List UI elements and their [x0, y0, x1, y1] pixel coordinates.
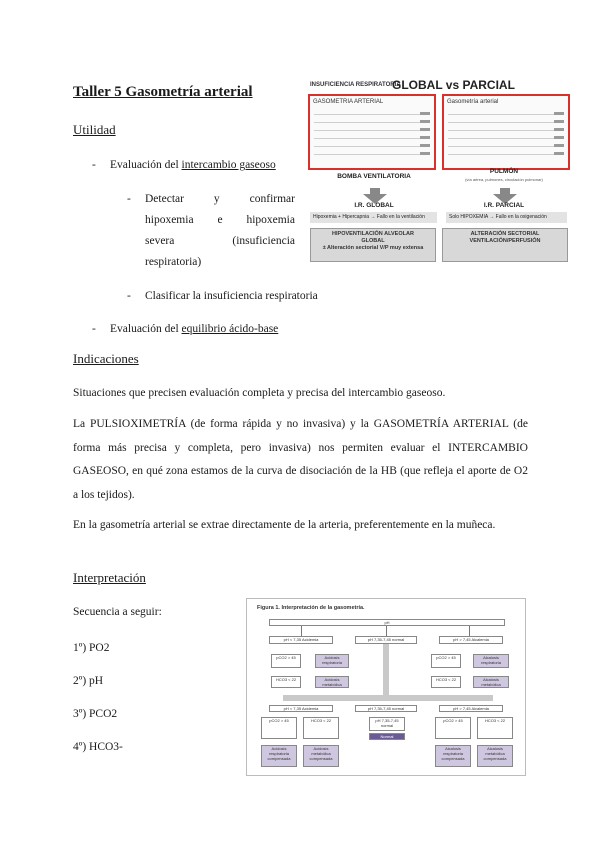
word: Detectar — [145, 193, 184, 205]
flow-pco2-low: pCO2 > 45 — [431, 654, 461, 668]
word: hipoxemia — [246, 214, 295, 226]
interpretacion-intro: Secuencia a seguir: — [73, 606, 162, 618]
flow-mid-sub: pH 7,35-7,45 normal — [355, 705, 417, 712]
bullet-dash: - — [92, 159, 96, 171]
alt-right-line2: VENTILACIÓN/PERFUSIÓN — [469, 238, 541, 244]
panel-value — [554, 144, 564, 147]
link-equilibrio-acido-base: equilibrio ácido-base — [181, 323, 279, 335]
box-alteracion-sectorial — [442, 228, 568, 262]
panel-row — [314, 146, 430, 147]
panel-row — [448, 154, 564, 155]
flow-connector — [469, 626, 470, 636]
subbullet-clasificar: Clasificar la insuficiencia respiratoria — [145, 290, 318, 302]
panel-row — [314, 154, 430, 155]
panel-value — [420, 120, 430, 123]
word: (insuficiencia — [232, 235, 295, 247]
figure-header-big: GLOBAL vs PARCIAL — [392, 78, 515, 92]
step-pco2: 3º) PCO2 — [73, 708, 118, 720]
figure-interpretacion-gasometria — [246, 598, 526, 776]
label-ir-global: I.R. GLOBAL — [354, 202, 394, 209]
word: e — [217, 214, 223, 226]
panel-value — [420, 144, 430, 147]
panel-row — [314, 114, 430, 115]
panel-row — [314, 130, 430, 131]
step-hco3: 4º) HCO3- — [73, 741, 123, 753]
word: hipoxemia — [145, 214, 194, 226]
panel-value — [554, 152, 564, 155]
panel-gasometria-global — [308, 94, 436, 170]
panel-title: Gasometría arterial — [447, 99, 499, 105]
document-title: Taller 5 Gasometría arterial — [73, 84, 253, 100]
word: confirmar — [249, 193, 295, 205]
panel-value — [420, 136, 430, 139]
flow-meta-acidosis: Acidosis metabólica — [315, 676, 349, 688]
flow-resp-alkalosis: Alcalosis respiratoria — [473, 654, 509, 668]
flow-comp-meta-alk: Alcalosis metabólica compensada — [477, 745, 513, 767]
panel-gasometria-parcial — [442, 94, 570, 170]
heading-utilidad: Utilidad — [73, 122, 116, 137]
panel-row — [448, 146, 564, 147]
flowchart-title: Figura 1. Interpretación de la gasometría. — [257, 605, 365, 611]
alt-left-line2: GLOBAL — [361, 238, 385, 244]
alt-right-line1: ALTERACIÓN SECTORIAL — [470, 231, 540, 237]
subbullet-dash-2: - — [127, 290, 131, 302]
panel-value — [554, 112, 564, 115]
flow-connector — [386, 626, 387, 636]
pill-global: Hipoxemia + Hipercapnia → Fallo en la ventilación — [310, 212, 437, 223]
flow-comp-meta-acid: Acidosis metabólica compensada — [303, 745, 339, 767]
subbullet-detectar-line2 — [145, 211, 295, 229]
flow-hco3-high: HCO3 < 22 — [431, 676, 461, 688]
bullet-dash-2: - — [92, 323, 96, 335]
pill-parcial: Solo HIPOXEMIA → Fallo en la oxigenación — [446, 212, 567, 223]
panel-row — [314, 122, 430, 123]
flow-value-box: pCO2 > 45 — [261, 717, 297, 739]
panel-row — [448, 114, 564, 115]
paragraph-indicaciones-2: La PULSIOXIMETRÍA (de forma rápida y no invasiva) y la GASOMETRÍA ARTERIAL (de forma más precisa y completa, pero invasiva) nos permiten evaluar el INTERCAMBIO GASEOSO, en qué zona estamos de la curva de disociación de la HB (que refleja el aporte de O2 a los tejidos). — [73, 418, 528, 501]
step-po2: 1º) PO2 — [73, 642, 110, 654]
panel-value — [554, 120, 564, 123]
flow-normal-ph: pH 7,35-7,45 normal — [355, 636, 417, 644]
word: y — [213, 193, 220, 205]
flow-left-sub: pH < 7,35 Acidemia — [269, 705, 333, 712]
heading-indicaciones: Indicaciones — [73, 351, 139, 366]
flow-meta-alkalosis: Alcalosis metabólica — [473, 676, 509, 688]
figure-header-small: INSUFICIENCIA RESPIRATORIA — [310, 82, 401, 88]
alt-left-line1: HIPOVENTILACIÓN ALVEOLAR — [332, 231, 414, 237]
subbullet-detectar-line4: respiratoria) — [145, 256, 202, 268]
paragraph-indicaciones-3: En la gasometría arterial se extrae directamente de la arteria, preferentemente en la muñeca. — [73, 519, 496, 531]
alt-left-line3: ± Alteración sectorial V/P muy extensa — [322, 245, 424, 251]
flow-value-box: pH 7,35-7,45 normal — [369, 717, 405, 731]
figure-global-vs-parcial — [308, 78, 570, 268]
heading-interpretacion: Interpretación — [73, 570, 146, 585]
panel-row — [448, 122, 564, 123]
link-intercambio-gaseoso: intercambio gaseoso — [181, 159, 276, 171]
flow-comp-resp-acid: Acidosis respiratoria compensada — [261, 745, 297, 767]
panel-row — [448, 130, 564, 131]
subbullet-detectar-line3 — [145, 232, 295, 250]
flow-alcalemia: pH > 7,45 Alcalemia — [439, 636, 503, 644]
panel-row — [448, 138, 564, 139]
flow-resp-acidosis: Acidosis respiratoria — [315, 654, 349, 668]
panel-title: GASOMETRIA ARTERIAL — [313, 99, 384, 105]
bullet-intercambio-prefix: Evaluación del — [110, 159, 182, 171]
subbullet-detectar-line1 — [145, 190, 295, 208]
flow-connector — [301, 626, 302, 636]
word: severa — [145, 235, 175, 247]
panel-value — [420, 152, 430, 155]
flow-value-box: pCO2 > 45 — [435, 717, 471, 739]
panel-value — [554, 128, 564, 131]
bullet-equilibrio — [110, 320, 278, 338]
label-pulmon-sub: (vía aérea, pulmones, circulación pulmonar) — [465, 177, 543, 182]
panel-value — [554, 136, 564, 139]
flow-mid-bar — [383, 644, 389, 700]
flow-pco2-high: pCO2 > 45 — [271, 654, 301, 668]
panel-value — [420, 128, 430, 131]
box-hipoventilacion — [310, 228, 436, 262]
label-bomba-ventilatoria: BOMBA VENTILATORIA — [337, 173, 411, 180]
flow-comp-resp-alk: Alcalosis respiratoria compensada — [435, 745, 471, 767]
paragraph-indicaciones-1: Situaciones que precisen evaluación completa y precisa del intercambio gaseoso. — [73, 387, 446, 399]
flow-normal-result: Normal — [369, 733, 405, 740]
label-ir-parcial: I.R. PARCIAL — [483, 202, 525, 209]
step-ph: 2º) pH — [73, 675, 104, 687]
subbullet-dash-1: - — [127, 193, 131, 205]
label-pulmon: PULMÓN — [489, 168, 519, 175]
flow-top-ph: pH — [269, 619, 505, 626]
panel-value — [420, 112, 430, 115]
panel-row — [314, 138, 430, 139]
flow-acidemia: pH < 7,35 Acidemia — [269, 636, 333, 644]
flow-value-box: HCO3 < 22 — [303, 717, 339, 739]
bullet-equilibrio-prefix: Evaluación del — [110, 323, 182, 335]
flow-right-sub: pH > 7,45 Alcalemia — [439, 705, 503, 712]
flow-value-box: HCO3 < 22 — [477, 717, 513, 739]
flow-hco3-low: HCO3 < 22 — [271, 676, 301, 688]
bullet-intercambio — [110, 156, 276, 174]
